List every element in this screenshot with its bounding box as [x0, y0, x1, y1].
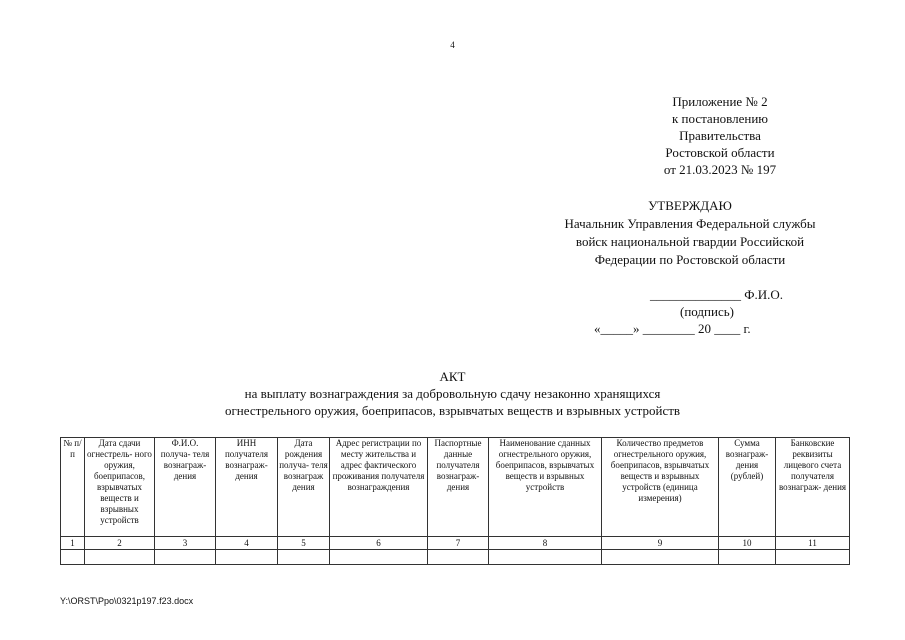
- approval-line: Начальник Управления Федеральной службы: [564, 216, 816, 231]
- approval-line: войск национальной гвардии Российской: [575, 234, 805, 249]
- column-number-cell: 6: [330, 537, 428, 550]
- table-empty-cell: [85, 550, 155, 565]
- appendix-line: Приложение № 2: [672, 94, 768, 109]
- table-header-cell: № п/п: [61, 438, 85, 537]
- table-header-cell: ИНН получателя вознаграж- дения: [216, 438, 278, 537]
- table-empty-cell: [155, 550, 216, 565]
- approval-title: УТВЕРЖДАЮ: [648, 198, 732, 213]
- table-header-cell: Ф.И.О. получа- теля вознаграж- дения: [155, 438, 216, 537]
- table-empty-cell: [602, 550, 719, 565]
- column-number-cell: 10: [719, 537, 776, 550]
- table-header-cell: Сумма вознаграж- дения (рублей): [719, 438, 776, 537]
- act-table: [60, 437, 850, 565]
- act-title: АКТ: [439, 369, 466, 384]
- column-number-cell: 7: [428, 537, 489, 550]
- column-number-cell: 11: [776, 537, 850, 550]
- signature-label: (подпись): [680, 304, 734, 319]
- signature-block: [560, 286, 860, 337]
- table-header-row: [61, 438, 850, 537]
- column-number-cell: 2: [85, 537, 155, 550]
- table-empty-cell: [776, 550, 850, 565]
- column-number-cell: 1: [61, 537, 85, 550]
- table-column-number-row: [61, 537, 850, 550]
- appendix-line: Ростовской области: [665, 145, 775, 160]
- table-empty-cell: [719, 550, 776, 565]
- act-heading: [0, 368, 905, 419]
- appendix-line: Правительства: [679, 128, 761, 143]
- column-number-cell: 5: [278, 537, 330, 550]
- footer-file-path: Y:\ORST\Ppo\0321p197.f23.docx: [60, 596, 194, 606]
- table-header-cell: Банковские реквизиты лицевого счета получателя вознаграж- дения: [776, 438, 850, 537]
- table-empty-cell: [489, 550, 602, 565]
- signature-date-line: «_____» ________ 20 ____ г.: [594, 321, 751, 336]
- table-header-cell: Количество предметов огнестрельного оружия, боеприпасов, взрывчатых веществ и взрывных устройств (единица измерения): [602, 438, 719, 537]
- table-header-cell: Дата сдачи огнестрель- ного оружия, боеприпасов, взрывчатых веществ и взрывных устройств: [85, 438, 155, 537]
- table-header-cell: Дата рождения получа- теля вознаграж дения: [278, 438, 330, 537]
- table-empty-cell: [216, 550, 278, 565]
- appendix-line: к постановлению: [671, 111, 769, 126]
- table-empty-row: [61, 550, 850, 565]
- appendix-block: [620, 93, 820, 178]
- column-number-cell: 3: [155, 537, 216, 550]
- column-number-cell: 8: [489, 537, 602, 550]
- table-empty-cell: [61, 550, 85, 565]
- approval-block: [520, 197, 860, 269]
- table-header-cell: Наименование сданных огнестрельного оружия, боеприпасов, взрывчатых веществ и взрывных устройств: [489, 438, 602, 537]
- column-number-cell: 4: [216, 537, 278, 550]
- appendix-line: от 21.03.2023 № 197: [663, 162, 777, 177]
- table-empty-cell: [428, 550, 489, 565]
- act-subtitle: огнестрельного оружия, боеприпасов, взрывчатых веществ и взрывных устройств: [224, 403, 681, 418]
- table-empty-cell: [278, 550, 330, 565]
- approval-line: Федерации по Ростовской области: [594, 252, 786, 267]
- act-subtitle: на выплату вознаграждения за добровольную сдачу незаконно хранящихся: [244, 386, 661, 401]
- table-header-cell: Паспортные данные получателя вознаграж- дения: [428, 438, 489, 537]
- page-number: 4: [450, 40, 455, 50]
- table-empty-cell: [330, 550, 428, 565]
- signature-name-line: ______________ Ф.И.О.: [650, 287, 784, 302]
- table-header-cell: Адрес регистрации по месту жительства и адрес фактического проживания получателя вознаграждения: [330, 438, 428, 537]
- column-number-cell: 9: [602, 537, 719, 550]
